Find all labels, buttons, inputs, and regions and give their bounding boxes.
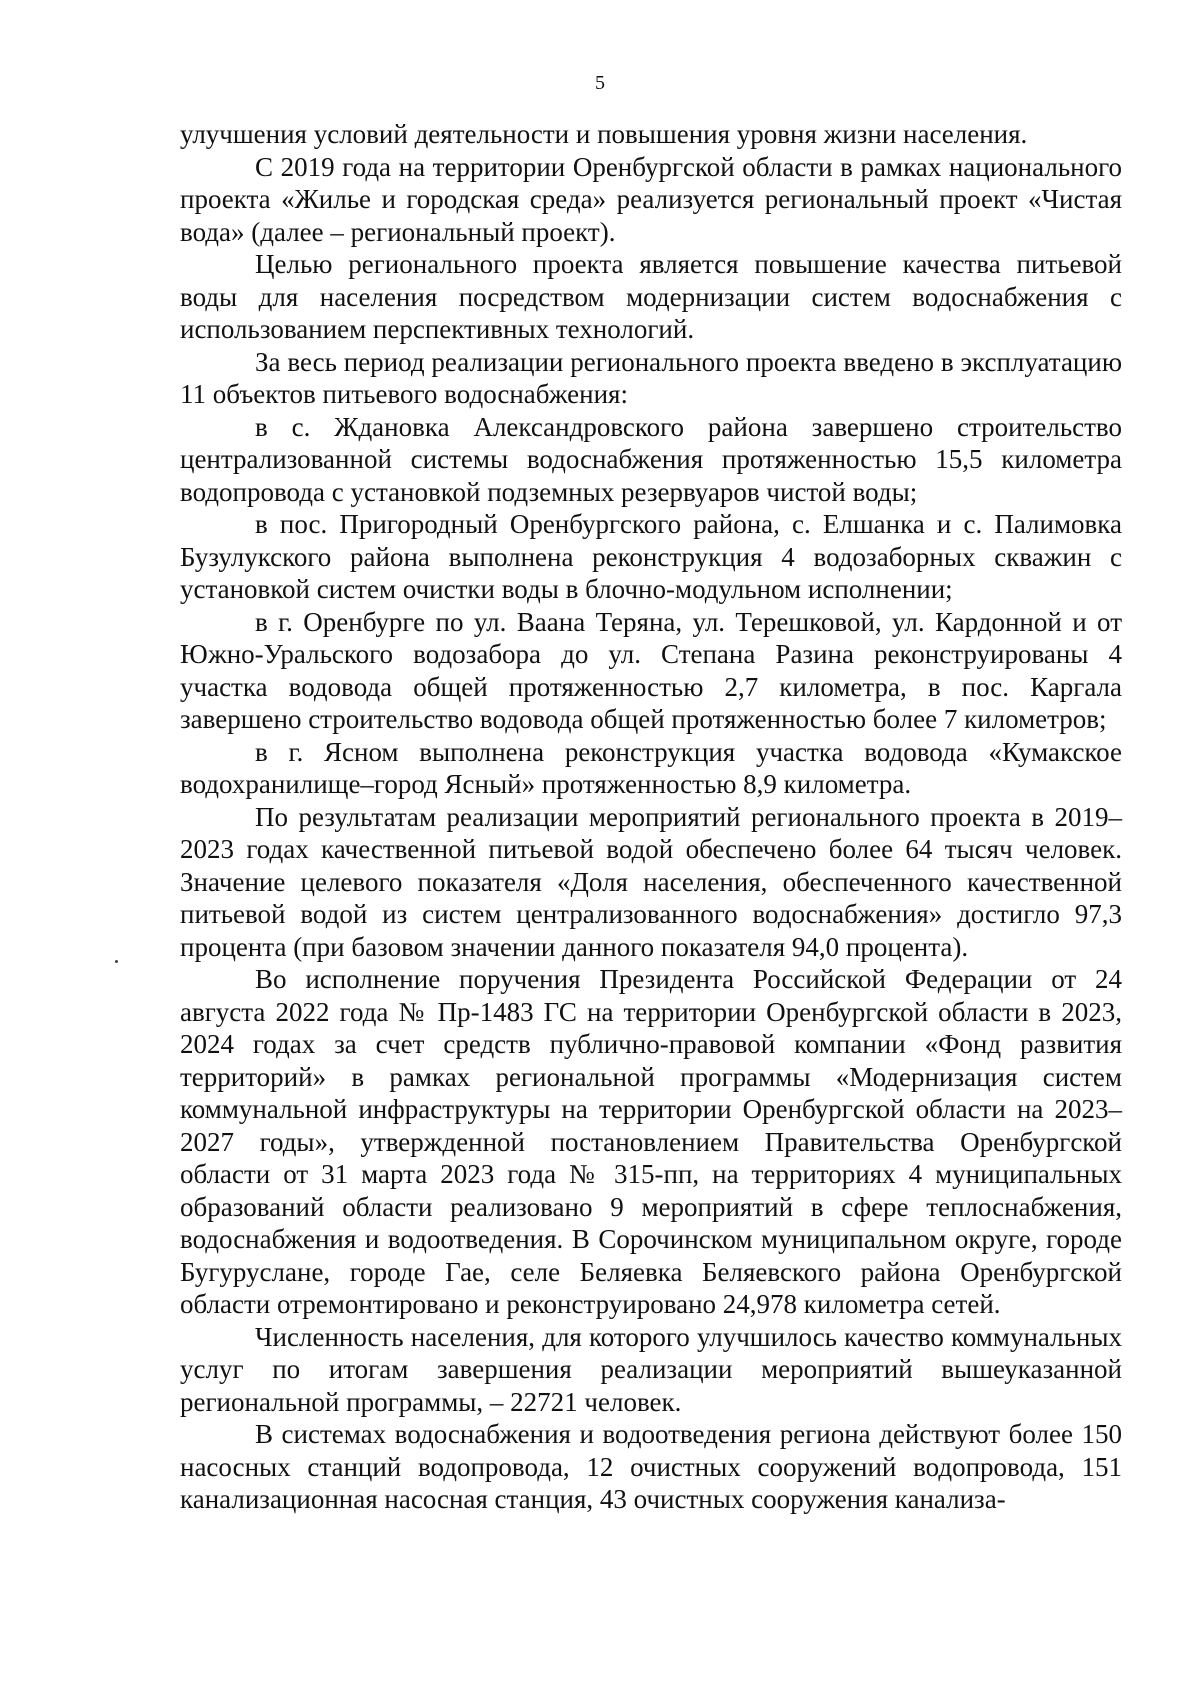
page-number: 5	[595, 72, 605, 94]
document-body	[180, 118, 1122, 1516]
paragraph: За весь период реализации регионального проекта введено в эксплуатацию 11 объектов питьевого водоснабжения:	[180, 346, 1122, 409]
paragraph: С 2019 года на территории Оренбургской области в рамках национального проекта «Жилье и городская среда» реализуется региональный проект «Чистая вода» (далее – региональный проект).	[180, 151, 1122, 247]
paragraph: в пос. Пригородный Оренбургского района, с. Елшанка и с. Палимовка Бузулукского района выполнена реконструкция 4 водозаборных скважин с установкой систем очистки воды в блочно-модульном исполнении;	[180, 509, 1122, 604]
paragraph: в г. Оренбурге по ул. Ваана Теряна, ул. Терешковой, ул. Кардонной и от Южно-Уральского водозабора до ул. Степана Разина реконструированы 4 участка водовода общей протяженностью 2,7 километра, в пос. Каргала завершено строительство водовода общей протяженностью более 7 километров;	[180, 606, 1122, 734]
paragraph: Численность населения, для которого улучшилось качество коммунальных услуг по итогам завершения реализации мероприятий вышеуказанной региональной программы, – 22721 человек.	[180, 1321, 1122, 1417]
paragraph: в с. Ждановка Александровского района завершено строительство централизованной системы водоснабжения протяженностью 15,5 километра водопровода с установкой подземных резервуаров чистой воды;	[180, 411, 1122, 507]
paragraph: в г. Ясном выполнена реконструкция участка водовода «Кумакское водохранилище–город Ясный» протяженностью 8,9 километра.	[180, 736, 1122, 799]
paragraph: По результатам реализации мероприятий регионального проекта в 2019–2023 годах качественной питьевой водой обеспечено более 64 тысяч человек. Значение целевого показателя «Доля населения, обеспеченного качественной питьевой водой из систем централизованного водоснабжения» достигло 97,3 процента (при базовом значении данного показателя 94,0 процента).	[180, 801, 1122, 962]
paragraph: Целью регионального проекта является повышение качества питьевой воды для населения посредством модернизации систем водоснабжения с использованием перспективных технологий.	[180, 249, 1122, 344]
paragraph: В системах водоснабжения и водоотведения региона действуют более 150 насосных станций водопровода, 12 очистных сооружений водопровода, 151 канализационная насосная станция, 43 очистных сооружения канализа-	[180, 1419, 1122, 1514]
paragraph: Во исполнение поручения Президента Российской Федерации от 24 августа 2022 года № Пр-1483 ГС на территории Оренбургской области в 2023, 2024 годах за счет средств публично-правовой компании «Фонд развития территорий» в рамках региональной программы «Модернизация систем коммунальной инфраструктуры на территории Оренбургской области на 2023–2027 годы», утвержденной постановлением Правительства Оренбургской области от 31 марта 2023 года № 315-пп, на территориях 4 муниципальных образований области реализовано 9 мероприятий в сфере теплоснабжения, водоснабжения и водоотведения. В Сорочинском муниципальном округе, городе Бугуруслане, городе Гае, селе Беляевка Беляевского района Оренбургской области отремонтировано и реконструировано 24,978 километра сетей.	[180, 964, 1122, 1319]
paragraph: улучшения условий деятельности и повышения уровня жизни населения.	[180, 119, 1028, 149]
scan-speck	[115, 960, 118, 963]
